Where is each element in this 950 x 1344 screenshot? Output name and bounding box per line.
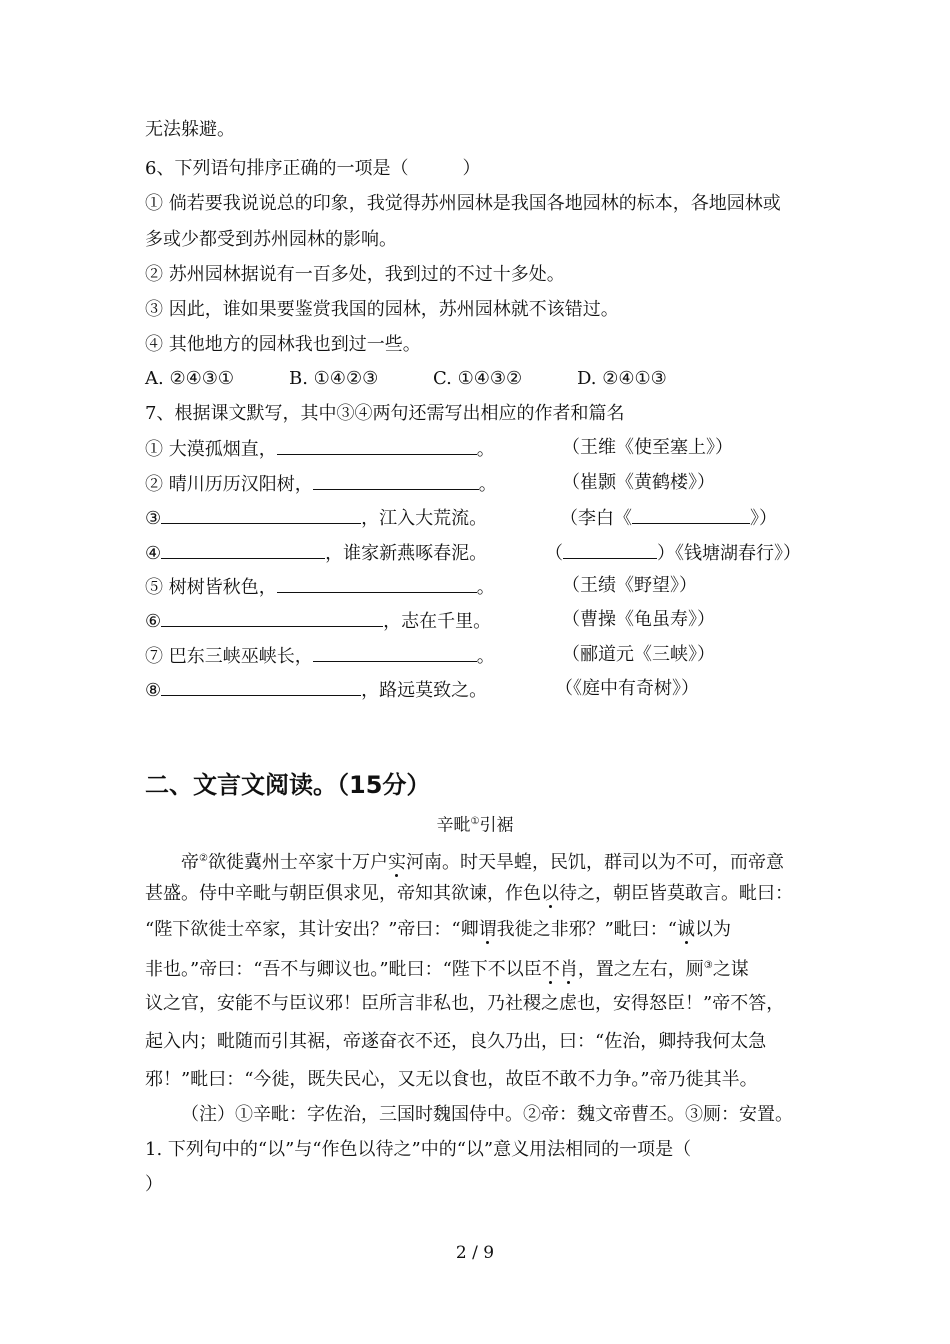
answer-blank[interactable]	[161, 505, 361, 524]
passage-line-2: 甚盛。侍中辛毗与朝臣俱求见，帝知其欲谏，作色以待之，朝臣皆莫敢言。毗曰：	[145, 883, 793, 904]
sentence-1a: ① 倘若要我说说总的印象，我觉得苏州园林是我国各地园林的标本，各地园林或	[145, 193, 781, 214]
source-5: （王绩《野望》）	[562, 575, 697, 596]
sentence-3: ③ 因此，谁如果要鉴赏我国的园林，苏州园林就不该错过。	[145, 299, 619, 320]
source-6: （曹操《龟虽寿》）	[562, 609, 715, 630]
source-8: （《庭中有奇树》）	[555, 678, 699, 699]
question-1-stem: 1. 下列句中的“以”与“作色以待之”中的“以”意义用法相同的一项是（	[145, 1139, 692, 1160]
question-6-stem: 6、下列语句排序正确的一项是（ ）	[145, 158, 481, 179]
passage-line-6: 起入内；毗随而引其裾，帝遂奋衣不还，良久乃出，曰：“佐治，卿持我何太急	[145, 1031, 767, 1052]
passage-line-1: 帝②欲徙冀州士卒家十万户实河南。时天旱蝗，民饥，群司以为不可，而帝意	[181, 852, 784, 873]
recite-item-8: ⑧ ，路远莫致之。	[145, 677, 487, 703]
option-d: D. ②④①③	[577, 368, 667, 389]
recite-item-7: ⑦ 巴东三峡巫峡长， 。	[145, 643, 495, 669]
answer-blank[interactable]	[277, 436, 477, 455]
passage-line-4: 非也。”帝曰：“吾不与卿议也。”毗曰：“陛下不以臣不肖，置之左右，厕③之谋	[145, 959, 749, 980]
option-b: B. ①④②③	[289, 368, 379, 389]
answer-blank[interactable]	[161, 608, 383, 627]
option-a: A. ②④③①	[145, 368, 234, 389]
answer-blank[interactable]	[161, 677, 361, 696]
page-number: 2 / 9	[455, 1243, 495, 1263]
question-6-options	[145, 367, 721, 391]
option-c: C. ①④③②	[433, 368, 523, 389]
source-2: （崔颢《黄鹤楼》）	[562, 472, 715, 493]
passage-line-7: 邪！”毗曰：“今徙，既失民心，又无以食也，故臣不敢不力争。”帝乃徙其半。	[145, 1069, 758, 1090]
text-line: 无法躲避。	[145, 119, 235, 140]
answer-blank[interactable]	[161, 540, 325, 559]
answer-blank[interactable]	[313, 643, 477, 662]
passage-line-3: “陛下欲徙士卒家，其计安出？”帝曰：“卿谓我徙之非邪？”毗曰：“诚以为	[145, 919, 732, 940]
sentence-2: ② 苏州园林据说有一百多处，我到过的不过十多处。	[145, 264, 565, 285]
recite-item-1: ① 大漠孤烟直， 。	[145, 436, 495, 462]
recite-item-6: ⑥ ，志在千里。	[145, 608, 491, 634]
source-7: （郦道元《三峡》）	[562, 644, 715, 665]
author-blank[interactable]	[563, 540, 657, 559]
source-4: （ ）《钱塘湖春行》）	[545, 540, 801, 566]
passage-notes: （注）①辛毗：字佐治，三国时魏国侍中。②帝：魏文帝曹丕。③厕：安置。	[181, 1104, 793, 1125]
sentence-4: ④ 其他地方的园林我也到过一些。	[145, 334, 421, 355]
answer-blank[interactable]	[313, 471, 479, 490]
sentence-1b: 多或少都受到苏州园林的影响。	[145, 229, 397, 250]
source-3: （李白《 》）	[560, 505, 777, 531]
passage-title: 辛毗①引裾	[436, 815, 514, 836]
recite-item-3: ③ ，江入大荒流。	[145, 505, 487, 531]
recite-item-4: ④ ，谁家新燕啄春泥。	[145, 540, 487, 566]
question-1-bracket: ）	[145, 1174, 163, 1195]
passage-line-5: 议之官，安能不与臣议邪！臣所言非私也，乃社稷之虑也，安得怒臣！”帝不答，	[145, 993, 785, 1014]
question-7-stem: 7、根据课文默写，其中③④两句还需写出相应的作者和篇名	[145, 403, 625, 424]
title-blank[interactable]	[632, 505, 750, 524]
section-heading: 二、文言文阅读。（15分）	[145, 771, 431, 799]
answer-blank[interactable]	[277, 574, 477, 593]
recite-item-2: ② 晴川历历汉阳树， 。	[145, 471, 497, 497]
recite-item-5: ⑤ 树树皆秋色， 。	[145, 574, 495, 600]
source-1: （王维《使至塞上》）	[562, 437, 733, 458]
